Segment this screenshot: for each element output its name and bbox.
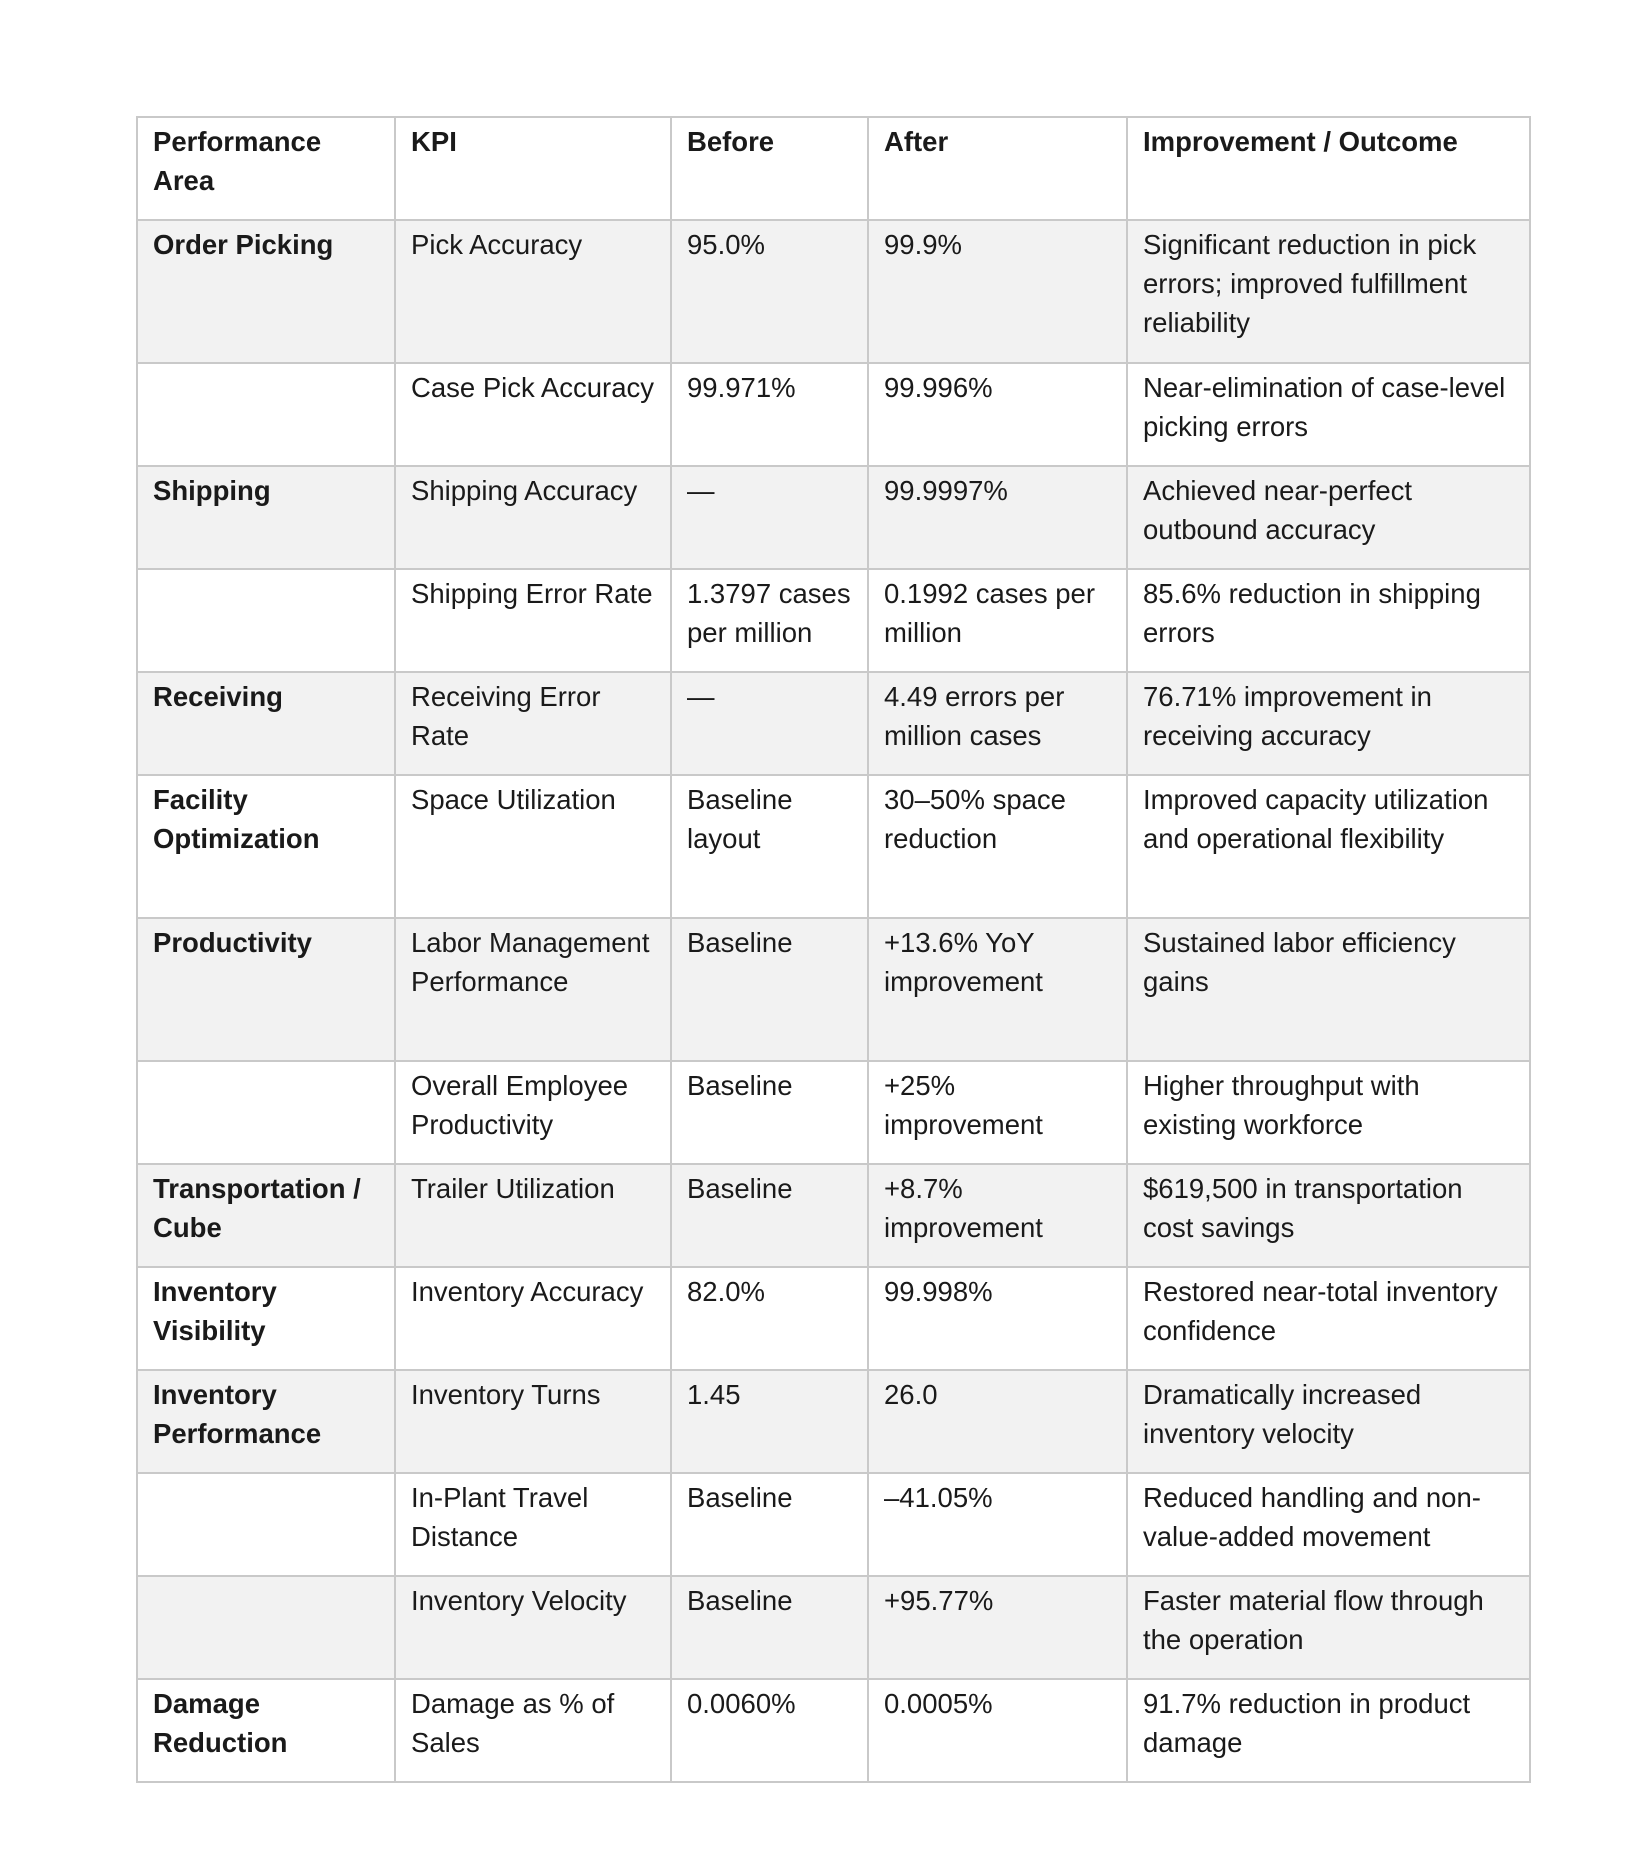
cell-before: Baseline layout bbox=[671, 775, 868, 918]
cell-after: 26.0 bbox=[868, 1370, 1127, 1473]
cell-performance-area: Productivity bbox=[137, 918, 395, 1061]
cell-after: 99.9997% bbox=[868, 466, 1127, 569]
cell-outcome: Improved capacity utilization and operational flexibility bbox=[1127, 775, 1530, 918]
cell-before: 82.0% bbox=[671, 1267, 868, 1370]
cell-before: Baseline bbox=[671, 1164, 868, 1267]
cell-outcome: Achieved near-perfect outbound accuracy bbox=[1127, 466, 1530, 569]
cell-before: — bbox=[671, 672, 868, 775]
table-header-row bbox=[137, 117, 1530, 220]
cell-outcome: Dramatically increased inventory velocity bbox=[1127, 1370, 1530, 1473]
cell-performance-area bbox=[137, 569, 395, 672]
cell-performance-area bbox=[137, 1473, 395, 1576]
cell-kpi: Inventory Accuracy bbox=[395, 1267, 671, 1370]
cell-after: 99.996% bbox=[868, 363, 1127, 466]
kpi-results-table bbox=[136, 116, 1531, 1783]
table-row bbox=[137, 775, 1530, 918]
header-performance-area: Performance Area bbox=[137, 117, 395, 220]
table-row bbox=[137, 1576, 1530, 1679]
cell-outcome: 76.71% improvement in receiving accuracy bbox=[1127, 672, 1530, 775]
cell-before: 99.971% bbox=[671, 363, 868, 466]
cell-before: Baseline bbox=[671, 1473, 868, 1576]
cell-before: 95.0% bbox=[671, 220, 868, 363]
cell-performance-area: Order Picking bbox=[137, 220, 395, 363]
header-after: After bbox=[868, 117, 1127, 220]
cell-after: 99.998% bbox=[868, 1267, 1127, 1370]
cell-before: Baseline bbox=[671, 918, 868, 1061]
cell-outcome: Higher throughput with existing workforce bbox=[1127, 1061, 1530, 1164]
cell-after: 30–50% space reduction bbox=[868, 775, 1127, 918]
cell-performance-area: Transportation / Cube bbox=[137, 1164, 395, 1267]
cell-outcome: 85.6% reduction in shipping errors bbox=[1127, 569, 1530, 672]
cell-kpi: Damage as % of Sales bbox=[395, 1679, 671, 1782]
cell-before: Baseline bbox=[671, 1576, 868, 1679]
header-kpi: KPI bbox=[395, 117, 671, 220]
cell-kpi: Space Utilization bbox=[395, 775, 671, 918]
cell-performance-area: Inventory Performance bbox=[137, 1370, 395, 1473]
table-row bbox=[137, 1679, 1530, 1782]
cell-performance-area: Damage Reduction bbox=[137, 1679, 395, 1782]
table-row bbox=[137, 1164, 1530, 1267]
cell-performance-area bbox=[137, 1061, 395, 1164]
cell-before: 1.3797 cases per million bbox=[671, 569, 868, 672]
cell-kpi: Shipping Accuracy bbox=[395, 466, 671, 569]
cell-before: 1.45 bbox=[671, 1370, 868, 1473]
table-row bbox=[137, 569, 1530, 672]
header-improvement-outcome: Improvement / Outcome bbox=[1127, 117, 1530, 220]
cell-after: 0.0005% bbox=[868, 1679, 1127, 1782]
cell-outcome: 91.7% reduction in product damage bbox=[1127, 1679, 1530, 1782]
cell-outcome: Reduced handling and non-value-added movement bbox=[1127, 1473, 1530, 1576]
cell-outcome: Significant reduction in pick errors; improved fulfillment reliability bbox=[1127, 220, 1530, 363]
cell-kpi: Overall Employee Productivity bbox=[395, 1061, 671, 1164]
table-row bbox=[137, 1061, 1530, 1164]
cell-performance-area bbox=[137, 363, 395, 466]
cell-after: 4.49 errors per million cases bbox=[868, 672, 1127, 775]
cell-before: 0.0060% bbox=[671, 1679, 868, 1782]
cell-performance-area: Receiving bbox=[137, 672, 395, 775]
cell-outcome: Near-elimination of case-level picking errors bbox=[1127, 363, 1530, 466]
table-row bbox=[137, 1267, 1530, 1370]
cell-kpi: Shipping Error Rate bbox=[395, 569, 671, 672]
header-before: Before bbox=[671, 117, 868, 220]
cell-performance-area: Shipping bbox=[137, 466, 395, 569]
table-row bbox=[137, 220, 1530, 363]
cell-outcome: Faster material flow through the operation bbox=[1127, 1576, 1530, 1679]
cell-kpi: Trailer Utilization bbox=[395, 1164, 671, 1267]
cell-performance-area: Facility Optimization bbox=[137, 775, 395, 918]
cell-performance-area bbox=[137, 1576, 395, 1679]
cell-kpi: Inventory Turns bbox=[395, 1370, 671, 1473]
cell-outcome: Restored near-total inventory confidence bbox=[1127, 1267, 1530, 1370]
cell-before: Baseline bbox=[671, 1061, 868, 1164]
table-row bbox=[137, 1370, 1530, 1473]
cell-outcome: $619,500 in transportation cost savings bbox=[1127, 1164, 1530, 1267]
cell-after: 0.1992 cases per million bbox=[868, 569, 1127, 672]
cell-kpi: Inventory Velocity bbox=[395, 1576, 671, 1679]
table-row bbox=[137, 672, 1530, 775]
table-row bbox=[137, 363, 1530, 466]
cell-before: — bbox=[671, 466, 868, 569]
cell-after: 99.9% bbox=[868, 220, 1127, 363]
cell-performance-area: Inventory Visibility bbox=[137, 1267, 395, 1370]
table-row bbox=[137, 918, 1530, 1061]
cell-after: +8.7% improvement bbox=[868, 1164, 1127, 1267]
cell-kpi: Labor Management Performance bbox=[395, 918, 671, 1061]
table-row bbox=[137, 1473, 1530, 1576]
cell-after: +13.6% YoY improvement bbox=[868, 918, 1127, 1061]
cell-kpi: Pick Accuracy bbox=[395, 220, 671, 363]
cell-after: –41.05% bbox=[868, 1473, 1127, 1576]
cell-after: +25% improvement bbox=[868, 1061, 1127, 1164]
cell-kpi: Case Pick Accuracy bbox=[395, 363, 671, 466]
cell-after: +95.77% bbox=[868, 1576, 1127, 1679]
table-row bbox=[137, 466, 1530, 569]
cell-kpi: Receiving Error Rate bbox=[395, 672, 671, 775]
cell-kpi: In-Plant Travel Distance bbox=[395, 1473, 671, 1576]
cell-outcome: Sustained labor efficiency gains bbox=[1127, 918, 1530, 1061]
